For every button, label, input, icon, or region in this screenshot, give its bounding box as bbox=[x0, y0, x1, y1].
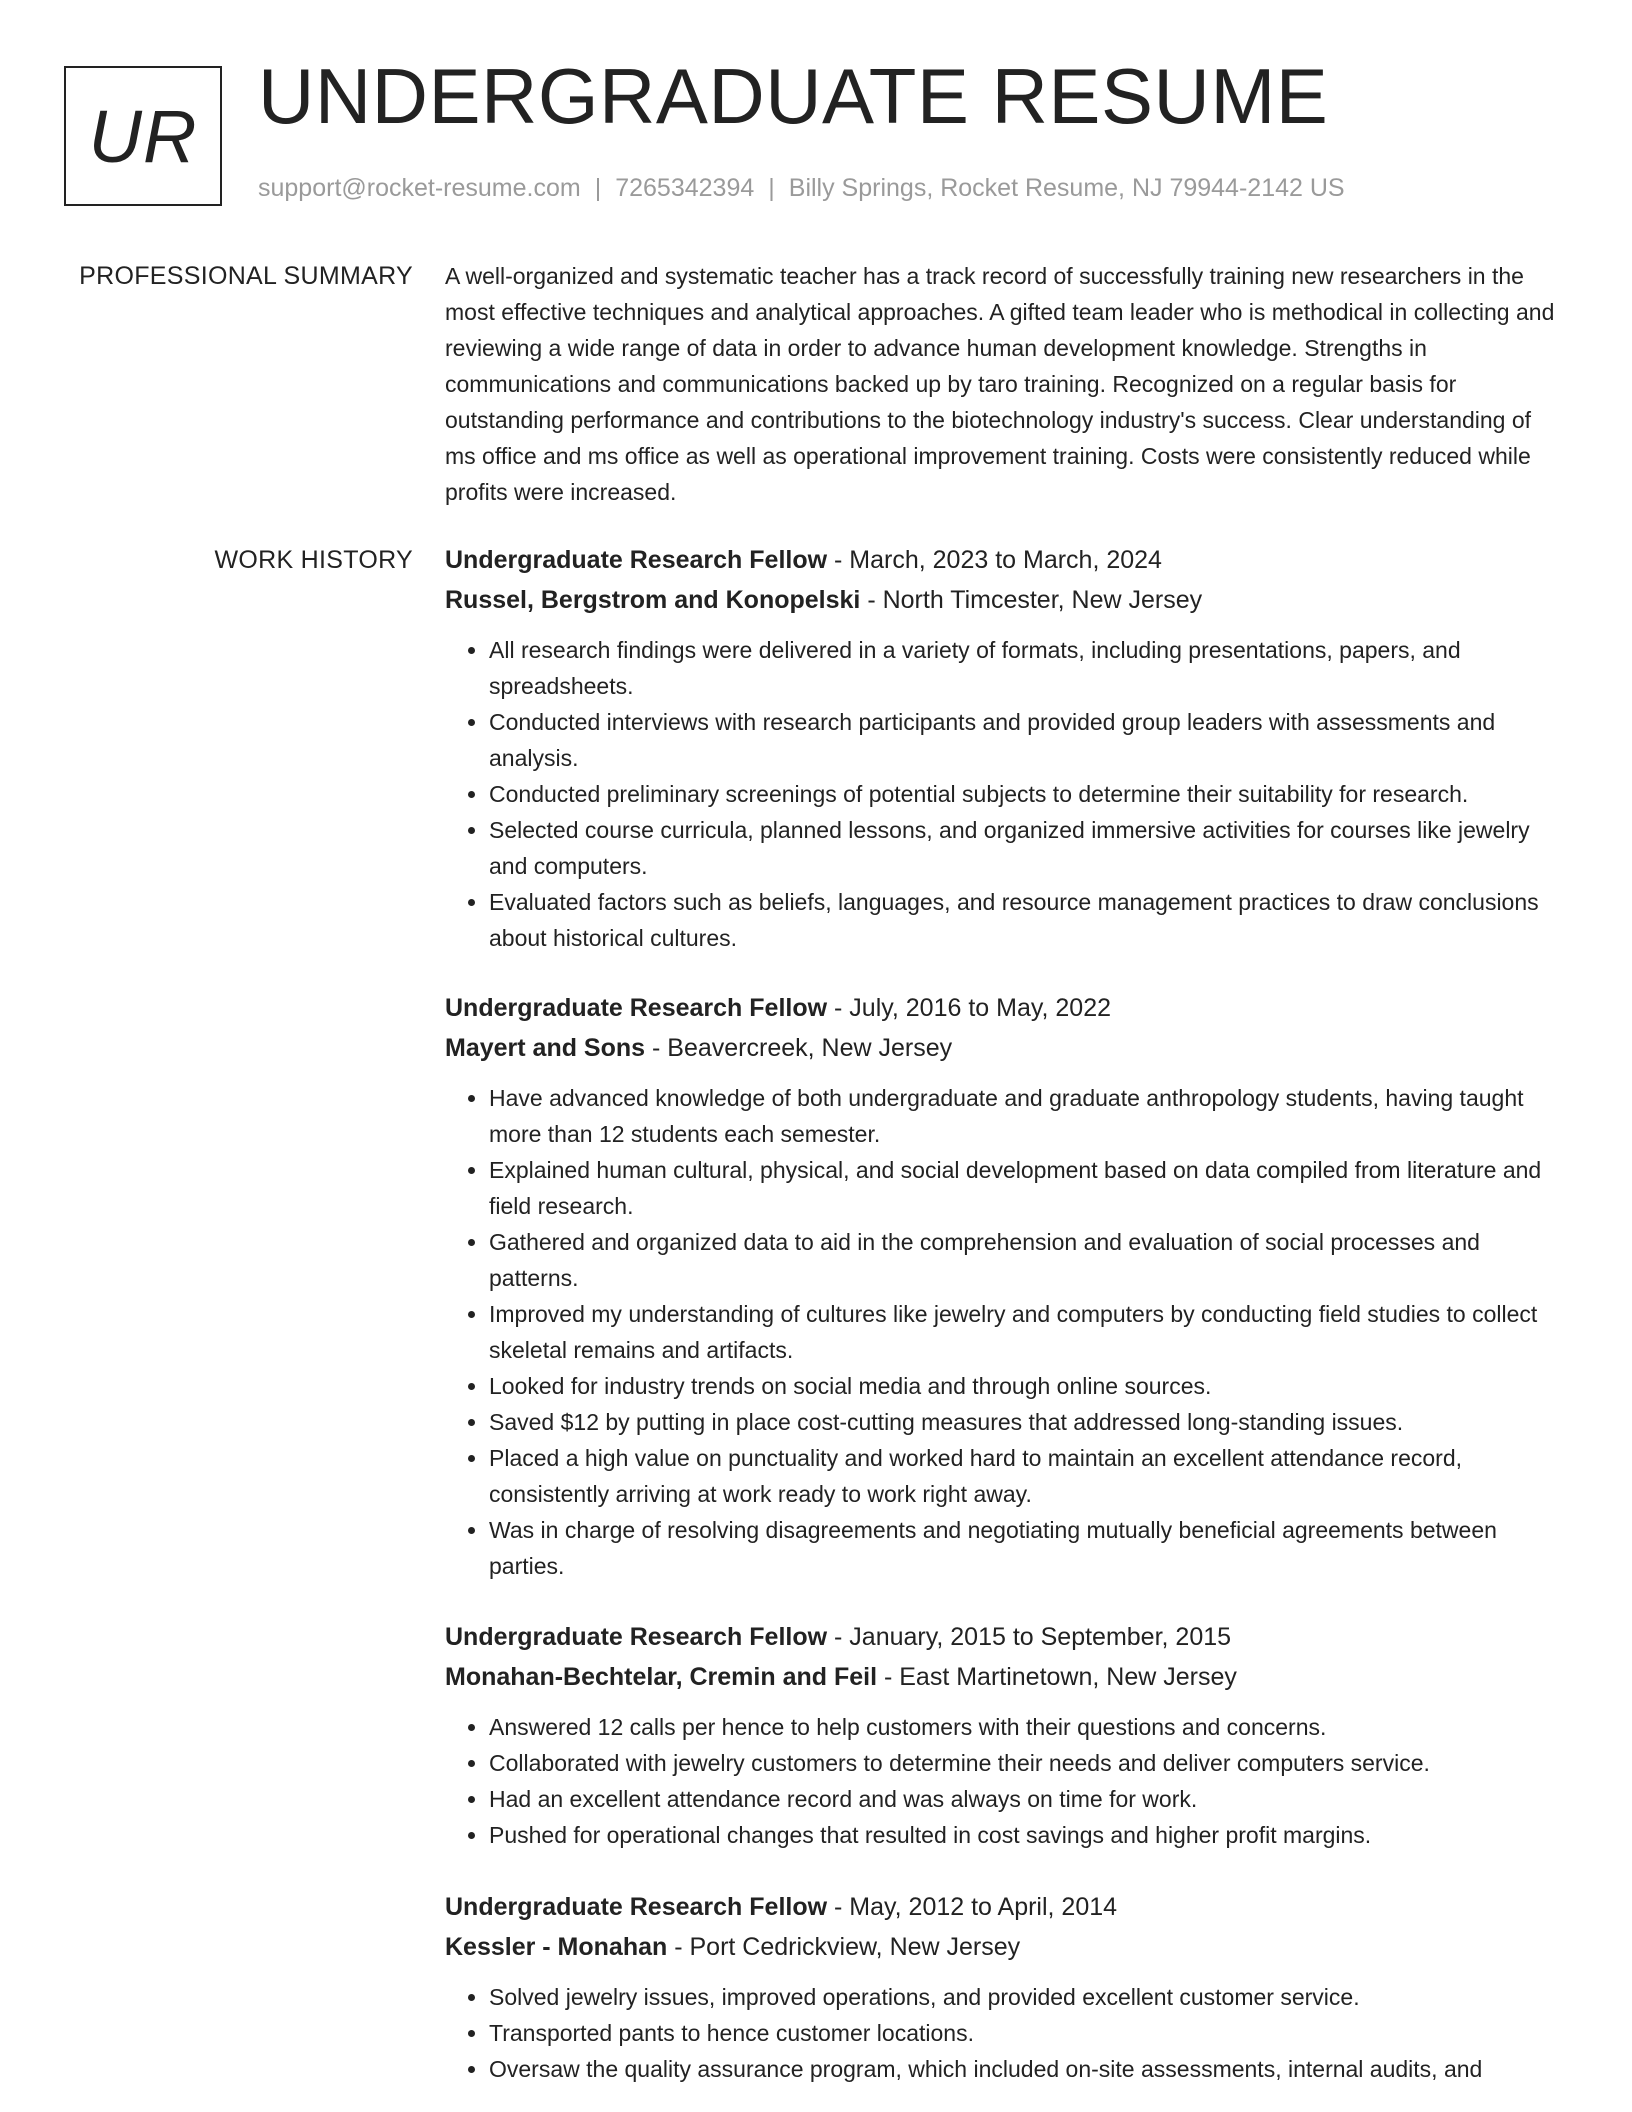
job-entry bbox=[445, 1887, 1565, 2087]
list-item: • Solved jewelry issues, improved operations, and provided excellent customer service. bbox=[489, 1979, 1565, 2015]
job-title-line bbox=[445, 988, 1565, 1028]
job-company: Kessler - Monahan bbox=[445, 1933, 668, 1961]
job-location: - Port Cedrickview, New Jersey bbox=[674, 1933, 1021, 1961]
list-item: • Transported pants to hence customer locations. bbox=[489, 2015, 1565, 2051]
job-title: Undergraduate Research Fellow bbox=[445, 1893, 828, 1921]
job-company: Russel, Bergstrom and Konopelski bbox=[445, 586, 861, 614]
list-item: • Was in charge of resolving disagreements and negotiating mutually beneficial agreements between parties. bbox=[489, 1512, 1565, 1584]
contact-email[interactable]: support@rocket-resume.com bbox=[258, 174, 581, 202]
job-title-line bbox=[445, 1887, 1565, 1927]
list-item: • Placed a high value on punctuality and worked hard to maintain an excellent attendance record, consistently arriving at work ready to work right away. bbox=[489, 1440, 1565, 1512]
job-bullets bbox=[445, 1080, 1565, 1584]
job-location: - East Martinetown, New Jersey bbox=[883, 1663, 1237, 1691]
job-bullets bbox=[445, 1979, 1565, 2087]
job-title-line bbox=[445, 540, 1565, 580]
job-dates: - January, 2015 to September, 2015 bbox=[834, 1623, 1232, 1651]
job-company: Monahan-Bechtelar, Cremin and Feil bbox=[445, 1663, 878, 1691]
list-item: • Saved $12 by putting in place cost-cutting measures that addressed long-standing issues. bbox=[489, 1404, 1565, 1440]
job-entry bbox=[445, 540, 1565, 956]
list-item: • Have advanced knowledge of both undergraduate and graduate anthropology students, having taught more than 12 students each semester. bbox=[489, 1080, 1565, 1152]
list-item: • Evaluated factors such as beliefs, languages, and resource management practices to draw conclusions about historical cultures. bbox=[489, 884, 1565, 956]
job-company-line bbox=[445, 1028, 1565, 1068]
job-company: Mayert and Sons bbox=[445, 1034, 646, 1062]
list-item: • Conducted preliminary screenings of potential subjects to determine their suitability for research. bbox=[489, 776, 1565, 812]
job-title: Undergraduate Research Fellow bbox=[445, 994, 828, 1022]
job-title: Undergraduate Research Fellow bbox=[445, 1623, 828, 1651]
job-dates: - May, 2012 to April, 2014 bbox=[834, 1893, 1118, 1921]
list-item: • Improved my understanding of cultures like jewelry and computers by conducting field studies to collect skeletal remains and artifacts. bbox=[489, 1296, 1565, 1368]
job-company-line bbox=[445, 1927, 1565, 1967]
contact-separator: | bbox=[594, 174, 602, 202]
contact-line bbox=[258, 174, 1345, 203]
job-bullets bbox=[445, 632, 1565, 956]
job-bullets bbox=[445, 1709, 1565, 1853]
contact-phone[interactable]: 7265342394 bbox=[615, 174, 755, 202]
job-title: Undergraduate Research Fellow bbox=[445, 546, 828, 574]
list-item: • Looked for industry trends on social media and through online sources. bbox=[489, 1368, 1565, 1404]
job-company-line bbox=[445, 580, 1565, 620]
list-item: • Selected course curricula, planned lessons, and organized immersive activities for courses like jewelry and computers. bbox=[489, 812, 1565, 884]
list-item: • Collaborated with jewelry customers to determine their needs and deliver computers service. bbox=[489, 1745, 1565, 1781]
job-entry bbox=[445, 1617, 1565, 1853]
section-heading: WORK HISTORY bbox=[214, 546, 413, 574]
summary-text: A well-organized and systematic teacher has a track record of successfully training new researchers in the most effective techniques and analytical approaches. A gifted team leader who is methodical in collecting and reviewing a wide range of data in order to advance human development knowledge. Strengths in communications and communications backed up by taro training. Recognized on a regular basis for outstanding performance and contributions to the biotechnology industry's success. Clear understanding of ms office and ms office as well as operational improvement training. Costs were consistently reduced while profits were increased. bbox=[445, 263, 1555, 505]
list-item: • All research findings were delivered in a variety of formats, including presentations, papers, and spreadsheets. bbox=[489, 632, 1565, 704]
job-dates: - March, 2023 to March, 2024 bbox=[834, 546, 1162, 574]
section-heading: PROFESSIONAL SUMMARY bbox=[79, 262, 413, 290]
job-entry bbox=[445, 988, 1565, 1584]
contact-address: Billy Springs, Rocket Resume, NJ 79944-2142 US bbox=[788, 174, 1345, 202]
list-item: • Conducted interviews with research participants and provided group leaders with assessments and analysis. bbox=[489, 704, 1565, 776]
job-title-line bbox=[445, 1617, 1565, 1657]
job-location: - Beavercreek, New Jersey bbox=[652, 1034, 953, 1062]
list-item: • Pushed for operational changes that resulted in cost savings and higher profit margins. bbox=[489, 1817, 1565, 1853]
list-item: • Explained human cultural, physical, and social development based on data compiled from literature and field research. bbox=[489, 1152, 1565, 1224]
job-location: - North Timcester, New Jersey bbox=[867, 586, 1203, 614]
list-item: • Gathered and organized data to aid in the comprehension and evaluation of social processes and patterns. bbox=[489, 1224, 1565, 1296]
job-company-line bbox=[445, 1657, 1565, 1697]
contact-separator: | bbox=[768, 174, 775, 202]
job-dates: - July, 2016 to May, 2022 bbox=[834, 994, 1112, 1022]
list-item: • Answered 12 calls per hence to help customers with their questions and concerns. bbox=[489, 1709, 1565, 1745]
monogram-logo: UR bbox=[64, 66, 222, 206]
list-item: • Oversaw the quality assurance program, which included on-site assessments, internal audits, and bbox=[489, 2051, 1565, 2087]
resume-title: UNDERGRADUATE RESUME bbox=[258, 52, 1329, 140]
list-item: • Had an excellent attendance record and was always on time for work. bbox=[489, 1781, 1565, 1817]
